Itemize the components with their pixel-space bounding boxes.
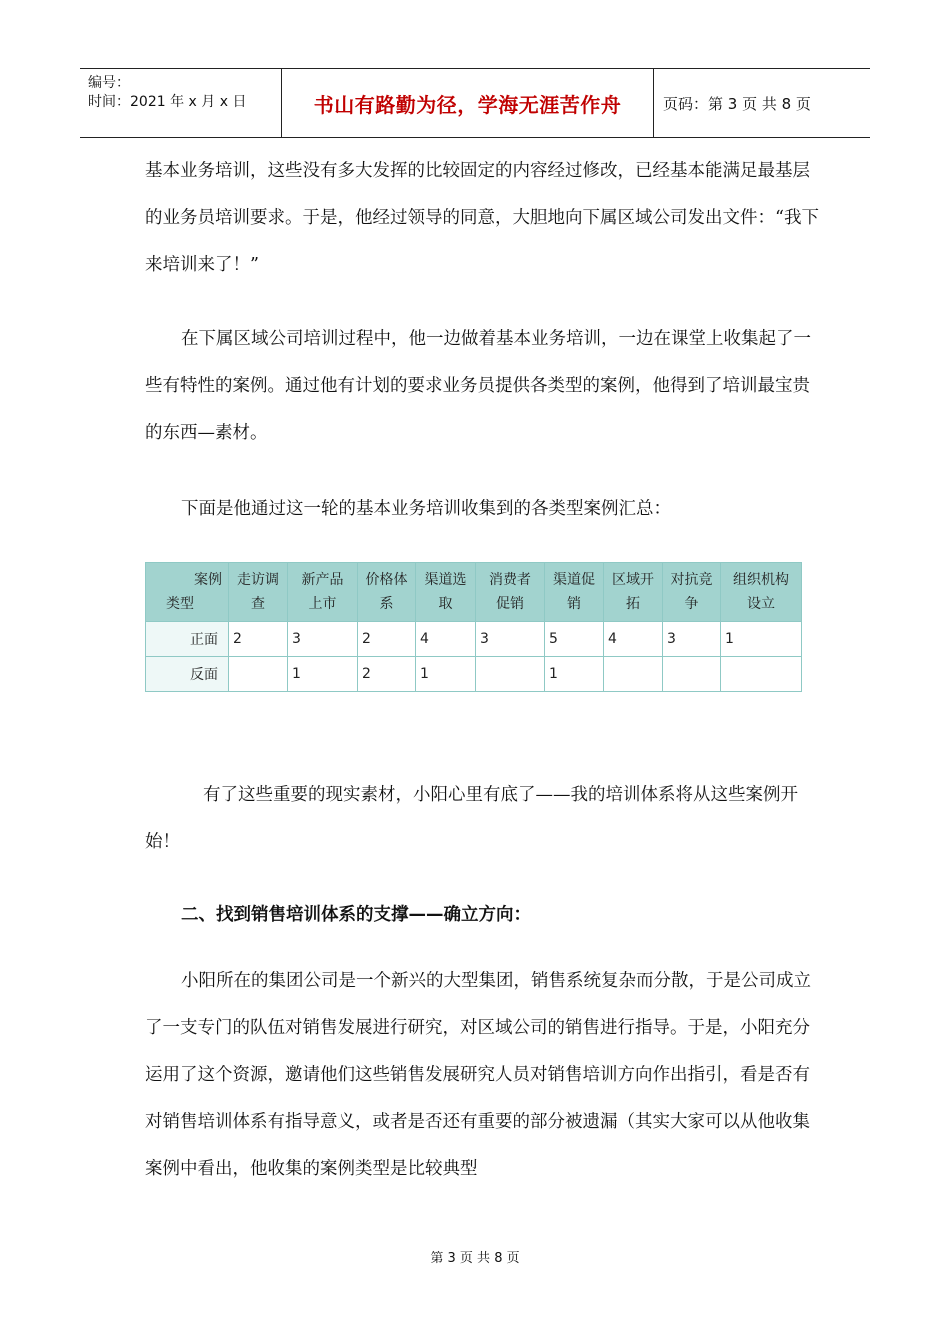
paragraph-4: 有了这些重要的现实素材，小阳心里有底了——我的培训体系将从这些案例开始！ — [145, 785, 798, 852]
serial-label: 编号： — [88, 75, 130, 91]
column-header — [663, 563, 721, 622]
table-cell: 4 — [604, 622, 663, 657]
column-header-line: 取 — [438, 596, 453, 612]
page-footer: 第 3 页 共 8 页 — [430, 1251, 520, 1266]
column-header-line: 价格体 — [365, 572, 408, 588]
section-heading: 二、找到销售培训体系的支撑——确立方向： — [181, 905, 531, 925]
column-header-line: 组织机构 — [733, 572, 789, 588]
column-header-line: 渠道选 — [424, 572, 467, 588]
paragraph-2: 在下属区域公司培训过程中，他一边做着基本业务培训，一边在课堂上收集起了一些有特性的案例。通过他有计划的要求业务员提供各类型的案例，他得到了培训最宝贵的东西—素材。 — [145, 329, 811, 443]
table-cell — [476, 657, 545, 692]
table-row — [146, 657, 802, 692]
column-header — [288, 563, 358, 622]
column-header — [545, 563, 604, 622]
header-page-info: 页码：第 3 页 共 8 页 — [663, 95, 811, 113]
paragraph-1: 基本业务培训，这些没有多大发挥的比较固定的内容经过修改，已经基本能满足最基层的业务员培训要求。于是，他经过领导的同意，大胆地向下属区域公司发出文件：“我下来培训来了！” — [145, 161, 819, 275]
column-header — [229, 563, 288, 622]
header-meta — [80, 69, 281, 137]
column-header-line: 消费者 — [489, 572, 531, 588]
table-header-row — [146, 563, 802, 622]
table-cell: 3 — [288, 622, 358, 657]
column-header-line: 促销 — [496, 596, 524, 612]
column-header-line: 查 — [251, 596, 265, 612]
table-cell — [721, 657, 802, 692]
table-cell: 1 — [721, 622, 802, 657]
table-cell: 5 — [545, 622, 604, 657]
column-header-line: 走访调 — [237, 572, 279, 588]
header-page-cell — [653, 69, 870, 137]
table-cell: 1 — [416, 657, 476, 692]
table-cell: 2 — [358, 622, 416, 657]
column-header — [721, 563, 802, 622]
table-row — [146, 622, 802, 657]
table-header-caption — [146, 563, 229, 622]
table-cell: 2 — [358, 657, 416, 692]
column-header-line: 系 — [379, 596, 394, 612]
table-cell: 1 — [288, 657, 358, 692]
header-motto-cell — [281, 69, 654, 137]
column-header-line: 对抗竞 — [670, 572, 713, 588]
table-cell: 3 — [663, 622, 721, 657]
column-header-line: 区域开 — [612, 572, 654, 588]
column-header-line: 拓 — [626, 596, 640, 612]
caption-line-2: 类型 — [166, 596, 194, 612]
row-label: 反面 — [146, 657, 229, 692]
column-header-line: 新产品 — [301, 572, 344, 588]
column-header-line: 上市 — [308, 596, 337, 612]
table-cell: 2 — [229, 622, 288, 657]
table-cell: 3 — [476, 622, 545, 657]
table-cell — [663, 657, 721, 692]
row-label: 正面 — [146, 622, 229, 657]
column-header — [416, 563, 476, 622]
paragraph-5: 小阳所在的集团公司是一个新兴的大型集团，销售系统复杂而分散，于是公司成立了一支专门的队伍对销售发展进行研究，对区域公司的销售进行指导。于是，小阳充分运用了这个资源，邀请他们这些销售发展研究人员对销售培训方向作出指引，看是否有对销售培训体系有指导意义，或者是否还有重要的部分被遗漏（其实大家可以从他收集案例中看出，他收集的案例类型是比较典型 — [145, 971, 811, 1179]
caption-line-1: 案例 — [194, 572, 222, 588]
table-cell — [604, 657, 663, 692]
column-header — [476, 563, 545, 622]
column-header-line: 渠道促 — [553, 572, 595, 588]
table-cell: 1 — [545, 657, 604, 692]
case-summary-table — [145, 562, 802, 692]
table-cell — [229, 657, 288, 692]
column-header — [604, 563, 663, 622]
column-header — [358, 563, 416, 622]
column-header-line: 设立 — [747, 596, 775, 612]
document-header — [80, 68, 870, 138]
header-motto: 书山有路勤为径，学海无涯苦作舟 — [313, 92, 622, 117]
paragraph-3: 下面是他通过这一轮的基本业务培训收集到的各类型案例汇总： — [181, 499, 671, 519]
table-cell: 4 — [416, 622, 476, 657]
column-header-line: 争 — [684, 596, 699, 612]
date-line: 时间：2021 年 x 月 x 日 — [88, 94, 247, 110]
column-header-line: 销 — [567, 596, 581, 612]
